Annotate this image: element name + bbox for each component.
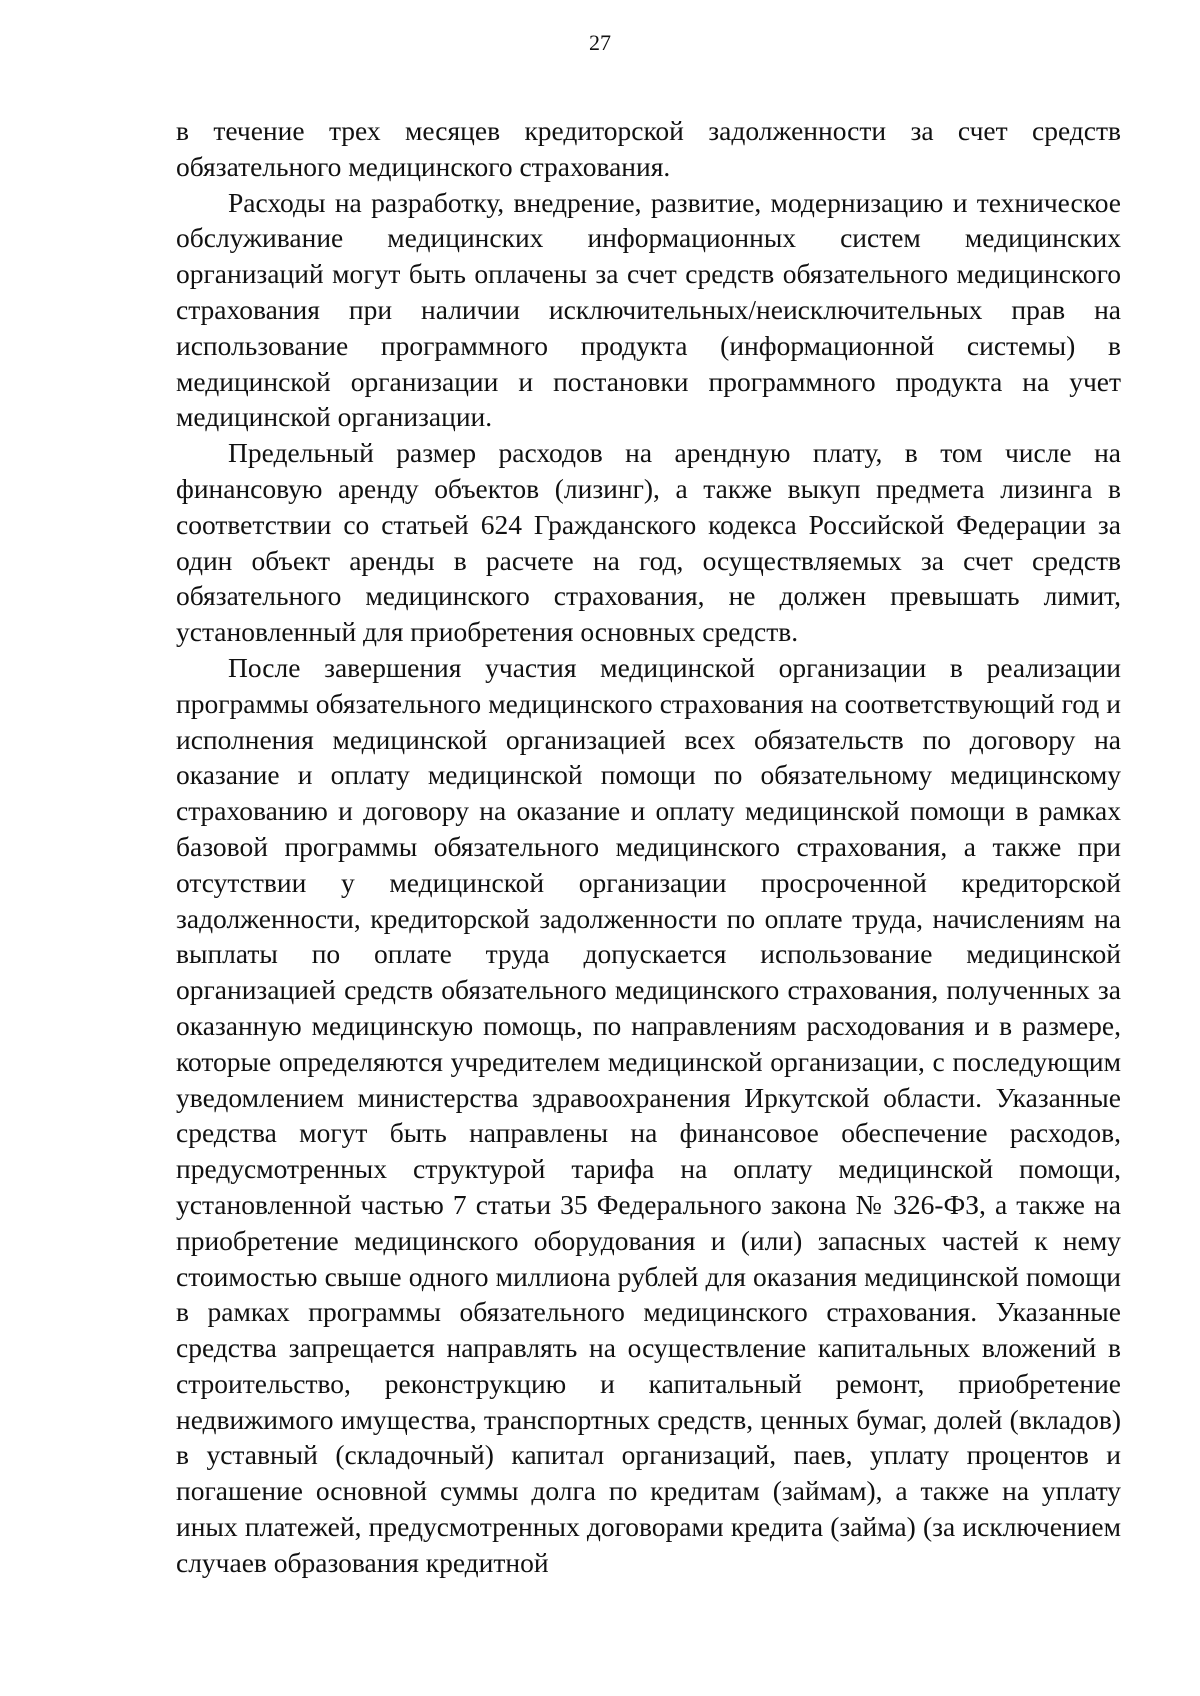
paragraph-rent-limit: Предельный размер расходов на арендную плату, в том числе на финансовую аренду объектов (лизинг), а также выкуп предмета лизинга в соответствии со статьей 624 Гражданского кодекса Российской Федерации за один объект аренды в расчете на год, осуществляемых за счет средств обязательного медицинского страхования, не должен превышать лимит, установленный для приобретения основных средств. (176, 437, 1121, 648)
paragraph-information-systems-expenses: Расходы на разработку, внедрение, развитие, модернизацию и техническое обслуживание медицинских информационных систем медицинских организаций могут быть оплачены за счет средств обязательного медицинского страхования при наличии исключительных/неисключительных прав на использование программного продукта (информационной системы) в медицинской организации и постановки программного продукта на учет медицинской организации. (176, 186, 1121, 433)
page-number: 27 (589, 30, 611, 55)
document-body (176, 113, 1121, 1581)
paragraph-funds-usage: После завершения участия медицинской организации в реализации программы обязательного медицинского страхования на соответствующий год и исполнения медицинской организацией всех обязательств по договору на оказание и оплату медицинской помощи по обязательному медицинскому страхованию и договору на оказание и оплату медицинской помощи в рамках базовой программы обязательного медицинского страхования, а также при отсутствии у медицинской организации просроченной кредиторской задолженности, кредиторской задолженности по оплате труда, начислениям на выплаты по оплате труда допускается использование медицинской организацией средств обязательного медицинского страхования, полученных за оказанную медицинскую помощь, по направлениям расходования и в размере, которые определяются учредителем медицинской организации, с последующим уведомлением министерства здравоохранения Иркутской области. Указанные средства могут быть направлены на финансовое обеспечение расходов, предусмотренных структурой тарифа на оплату медицинской помощи, установленной частью 7 статьи 35 Федерального закона № 326-ФЗ, а также на приобретение медицинского оборудования и (или) запасных частей к нему стоимостью свыше одного миллиона рублей для оказания медицинской помощи в рамках программы обязательного медицинского страхования. Указанные средства запрещается направлять на осуществление капитальных вложений в строительство, реконструкцию и капитальный ремонт, приобретение недвижимого имущества, транспортных средств, ценных бумаг, долей (вкладов) в уставный (складочный) капитал организаций, паев, уплату процентов и погашение основной суммы долга по кредитам (займам), а также на уплату иных платежей, предусмотренных договорами кредита (займа) (за исключением случаев образования кредитной (176, 651, 1121, 1578)
paragraph-continuation: в течение трех месяцев кредиторской задолженности за счет средств обязательного медицинского страхования. (176, 115, 1121, 182)
